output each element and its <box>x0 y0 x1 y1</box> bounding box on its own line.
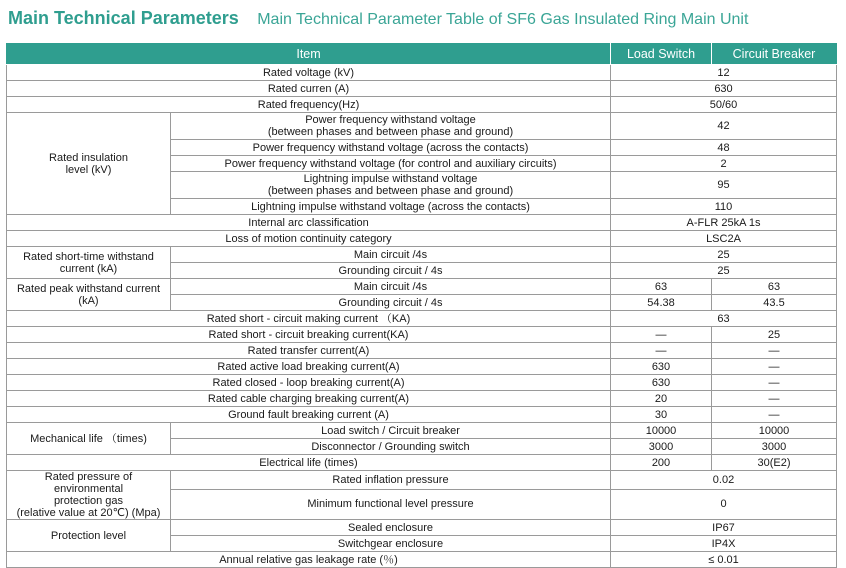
table-row <box>7 359 837 375</box>
page-title: Main Technical Parameters <box>8 8 239 28</box>
load-switch-value: 630 <box>611 359 712 375</box>
circuit-breaker-value: 63 <box>712 279 837 295</box>
table-row <box>7 552 837 568</box>
row-label: Lightning impulse withstand voltage (between phases and between phase and ground) <box>171 172 611 199</box>
row-label: Rated short - circuit making current （KA) <box>7 311 611 327</box>
row-label: Rated closed - loop breaking current(A) <box>7 375 611 391</box>
row-label: Minimum functional level pressure <box>171 489 611 519</box>
row-value: IP67 <box>611 520 837 536</box>
table-row <box>7 520 837 536</box>
row-label: Main circuit /4s <box>171 247 611 263</box>
row-label: Disconnector / Grounding switch <box>171 439 611 455</box>
circuit-breaker-value: 25 <box>712 327 837 343</box>
load-switch-value: 200 <box>611 455 712 471</box>
row-label: Rated voltage (kV) <box>7 65 611 81</box>
group-label: Rated insulation level (kV) <box>7 113 171 215</box>
row-value: 50/60 <box>611 97 837 113</box>
table-row <box>7 279 837 295</box>
table-row <box>7 343 837 359</box>
row-label: Rated transfer current(A) <box>7 343 611 359</box>
row-value: 110 <box>611 199 837 215</box>
table-row <box>7 471 837 490</box>
circuit-breaker-value: 3000 <box>712 439 837 455</box>
load-switch-value: 20 <box>611 391 712 407</box>
table-row <box>7 375 837 391</box>
row-label: Power frequency withstand voltage (across the contacts) <box>171 140 611 156</box>
load-switch-value: 10000 <box>611 423 712 439</box>
row-value: 2 <box>611 156 837 172</box>
row-label: Rated active load breaking current(A) <box>7 359 611 375</box>
table-row <box>7 391 837 407</box>
row-label: Power frequency withstand voltage (for control and auxiliary circuits) <box>171 156 611 172</box>
row-label: Grounding circuit / 4s <box>171 295 611 311</box>
row-value: A-FLR 25kA 1s <box>611 215 837 231</box>
row-value: ≤ 0.01 <box>611 552 837 568</box>
row-label: Grounding circuit / 4s <box>171 263 611 279</box>
table-row <box>7 215 837 231</box>
table-row <box>7 247 837 263</box>
table-row <box>7 407 837 423</box>
circuit-breaker-value: — <box>712 407 837 423</box>
circuit-breaker-value: — <box>712 343 837 359</box>
load-switch-value: — <box>611 327 712 343</box>
row-label: Main circuit /4s <box>171 279 611 295</box>
table-row <box>7 311 837 327</box>
circuit-breaker-value: 43.5 <box>712 295 837 311</box>
table-row <box>7 423 837 439</box>
col-header-circuit-breaker: Circuit Breaker <box>712 44 837 65</box>
table-row <box>7 65 837 81</box>
row-label: Loss of motion continuity category <box>7 231 611 247</box>
row-value: 12 <box>611 65 837 81</box>
row-label: Ground fault breaking current (A) <box>7 407 611 423</box>
row-label: Power frequency withstand voltage (between phases and between phase and ground) <box>171 113 611 140</box>
row-value: 95 <box>611 172 837 199</box>
load-switch-value: 54.38 <box>611 295 712 311</box>
load-switch-value: 630 <box>611 375 712 391</box>
row-label: Lightning impulse withstand voltage (across the contacts) <box>171 199 611 215</box>
row-value: 42 <box>611 113 837 140</box>
circuit-breaker-value: 30(E2) <box>712 455 837 471</box>
row-value: 25 <box>611 247 837 263</box>
row-value: IP4X <box>611 536 837 552</box>
page-header <box>8 8 748 32</box>
table-row <box>7 327 837 343</box>
load-switch-value: — <box>611 343 712 359</box>
load-switch-value: 63 <box>611 279 712 295</box>
group-label: Protection level <box>7 520 171 552</box>
row-label: Rated curren (A) <box>7 81 611 97</box>
row-label: Rated frequency(Hz) <box>7 97 611 113</box>
group-label: Rated peak withstand current (kA) <box>7 279 171 311</box>
row-label: Switchgear enclosure <box>171 536 611 552</box>
table-row <box>7 113 837 140</box>
row-value: 0 <box>611 489 837 519</box>
row-value: 630 <box>611 81 837 97</box>
row-label: Rated short - circuit breaking current(KA) <box>7 327 611 343</box>
load-switch-value: 3000 <box>611 439 712 455</box>
col-header-item: Item <box>7 44 611 65</box>
row-label: Rated cable charging breaking current(A) <box>7 391 611 407</box>
group-label: Rated pressure of environmental protection gas (relative value at 20℃) (Mpa) <box>7 471 171 520</box>
table-row <box>7 231 837 247</box>
circuit-breaker-value: — <box>712 359 837 375</box>
table-row <box>7 97 837 113</box>
row-value: 0.02 <box>611 471 837 490</box>
table-row <box>7 81 837 97</box>
row-value: LSC2A <box>611 231 837 247</box>
row-label: Electrical life (times) <box>7 455 611 471</box>
row-label: Annual relative gas leakage rate (％) <box>7 552 611 568</box>
group-label: Mechanical life （times) <box>7 423 171 455</box>
row-label: Rated inflation pressure <box>171 471 611 490</box>
row-label: Internal arc classification <box>7 215 611 231</box>
page-subtitle: Main Technical Parameter Table of SF6 Gas Insulated Ring Main Unit <box>257 11 749 28</box>
col-header-load-switch: Load Switch <box>611 44 712 65</box>
row-label: Load switch / Circuit breaker <box>171 423 611 439</box>
load-switch-value: 30 <box>611 407 712 423</box>
row-value: 63 <box>611 311 837 327</box>
circuit-breaker-value: 10000 <box>712 423 837 439</box>
circuit-breaker-value: — <box>712 375 837 391</box>
group-label: Rated short-time withstand current (kA) <box>7 247 171 279</box>
row-label: Sealed enclosure <box>171 520 611 536</box>
table-header-row <box>7 44 837 65</box>
row-value: 48 <box>611 140 837 156</box>
row-value: 25 <box>611 263 837 279</box>
circuit-breaker-value: — <box>712 391 837 407</box>
parameters-table <box>6 43 837 568</box>
table-row <box>7 455 837 471</box>
